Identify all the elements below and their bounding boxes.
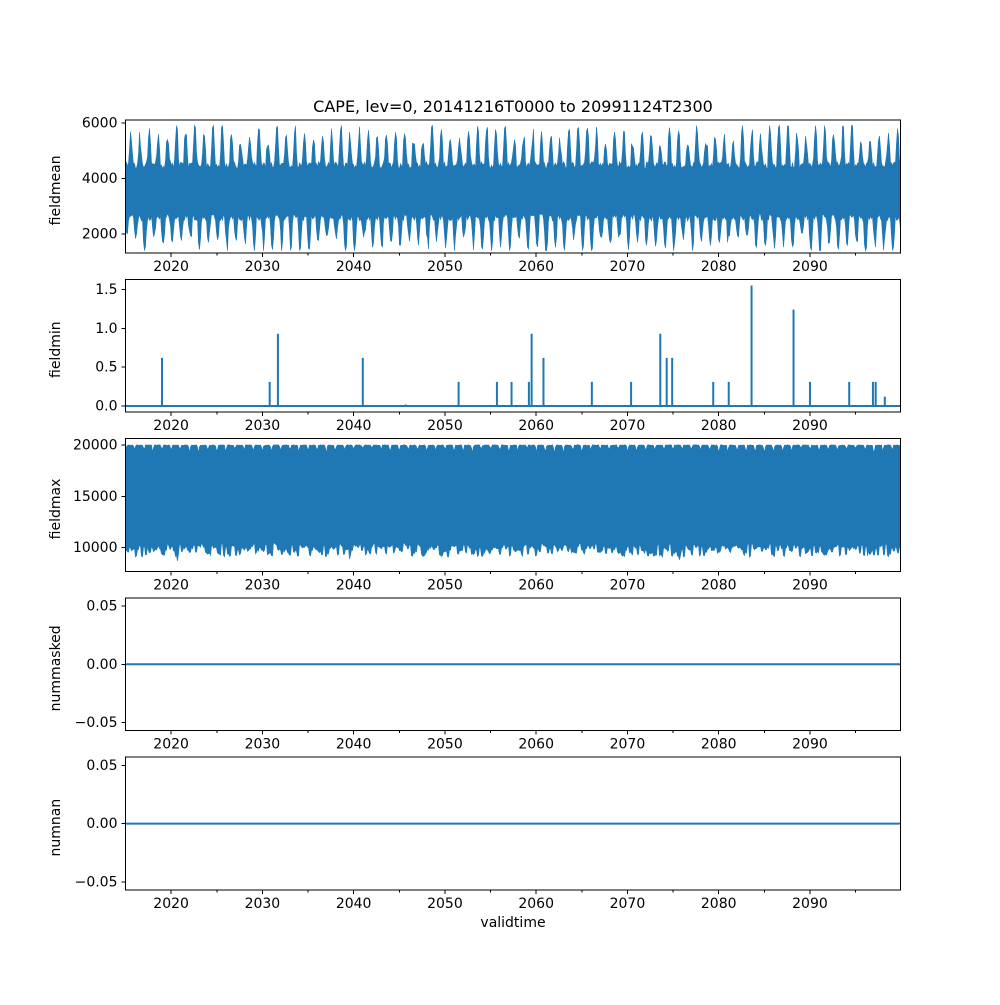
y-tick-label: 0.05 — [86, 757, 118, 774]
x-tick-label: 2040 — [335, 258, 372, 275]
y-tick-label: 0.0 — [95, 398, 118, 415]
x-tick-label: 2060 — [518, 896, 555, 912]
x-tick-label: 2060 — [518, 418, 555, 435]
x-tick-label: 2080 — [700, 896, 737, 912]
fieldmean-ylabel: fieldmean — [48, 155, 64, 226]
figure-title: CAPE, lev=0, 20141216T0000 to 20991124T2300 — [313, 97, 713, 116]
x-tick-label: 2030 — [244, 258, 281, 275]
y-tick-label: 0.00 — [86, 816, 118, 833]
y-tick-label: 0.05 — [86, 598, 118, 615]
fieldmax-series — [126, 445, 901, 561]
y-tick-label: 20000 — [72, 437, 118, 454]
x-tick-label: 2050 — [427, 736, 463, 753]
fieldmean-series — [126, 126, 901, 251]
x-tick-label: 2090 — [792, 258, 828, 275]
x-tick-label: 2060 — [518, 258, 555, 275]
x-tick-label: 2070 — [609, 577, 646, 594]
x-tick-label: 2070 — [609, 896, 646, 912]
y-tick-label: 2000 — [81, 226, 118, 243]
x-tick-label: 2040 — [335, 577, 372, 594]
x-tick-label: 2090 — [792, 418, 828, 435]
x-tick-label: 2080 — [700, 258, 737, 275]
x-tick-label: 2080 — [700, 577, 737, 594]
x-tick-label: 2020 — [153, 896, 189, 912]
y-tick-label: 6000 — [81, 115, 118, 132]
y-tick-label: −0.05 — [74, 874, 118, 891]
x-tick-label: 2040 — [335, 736, 372, 753]
x-tick-label: 2080 — [700, 736, 737, 753]
x-tick-label: 2020 — [153, 418, 189, 435]
x-tick-label: 2040 — [335, 896, 372, 912]
numnan-ylabel: numnan — [48, 798, 64, 857]
x-tick-label: 2090 — [792, 896, 828, 912]
y-tick-label: −0.05 — [74, 715, 118, 732]
y-tick-label: 0.5 — [95, 359, 118, 376]
x-tick-label: 2060 — [518, 577, 555, 594]
subplot-numnan — [48, 757, 901, 912]
x-tick-label: 2090 — [792, 736, 828, 753]
x-tick-label: 2070 — [609, 258, 646, 275]
y-tick-label: 1.0 — [95, 320, 118, 337]
x-tick-label: 2050 — [427, 896, 463, 912]
y-tick-label: 1.5 — [95, 281, 118, 298]
subplot-nummasked — [48, 598, 901, 753]
y-tick-label: 0.00 — [86, 656, 118, 673]
x-tick-label: 2030 — [244, 577, 281, 594]
x-tick-label: 2090 — [792, 577, 828, 594]
fieldmin-frame — [126, 279, 901, 412]
x-tick-label: 2020 — [153, 736, 189, 753]
y-tick-label: 4000 — [81, 170, 118, 187]
x-tick-label: 2080 — [700, 418, 737, 435]
x-tick-label: 2050 — [427, 577, 463, 594]
subplot-fieldmax — [48, 437, 901, 593]
fieldmin-ylabel: fieldmin — [48, 321, 64, 378]
subplot-fieldmean — [48, 115, 901, 274]
x-tick-label: 2070 — [609, 418, 646, 435]
y-tick-label: 10000 — [72, 540, 118, 557]
x-tick-label: 2020 — [153, 258, 189, 275]
x-tick-label: 2050 — [427, 258, 463, 275]
x-tick-label: 2030 — [244, 896, 281, 912]
x-tick-label: 2020 — [153, 577, 189, 594]
x-tick-label: 2040 — [335, 418, 372, 435]
fieldmax-ylabel: fieldmax — [48, 478, 64, 540]
subplot-fieldmin — [48, 279, 901, 434]
nummasked-ylabel: nummasked — [48, 625, 64, 712]
x-tick-label: 2060 — [518, 736, 555, 753]
y-tick-label: 15000 — [72, 488, 118, 505]
x-tick-label: 2030 — [244, 736, 281, 753]
x-tick-label: 2070 — [609, 736, 646, 753]
x-axis-label: validtime — [480, 915, 546, 931]
x-tick-label: 2030 — [244, 418, 281, 435]
x-tick-label: 2050 — [427, 418, 463, 435]
